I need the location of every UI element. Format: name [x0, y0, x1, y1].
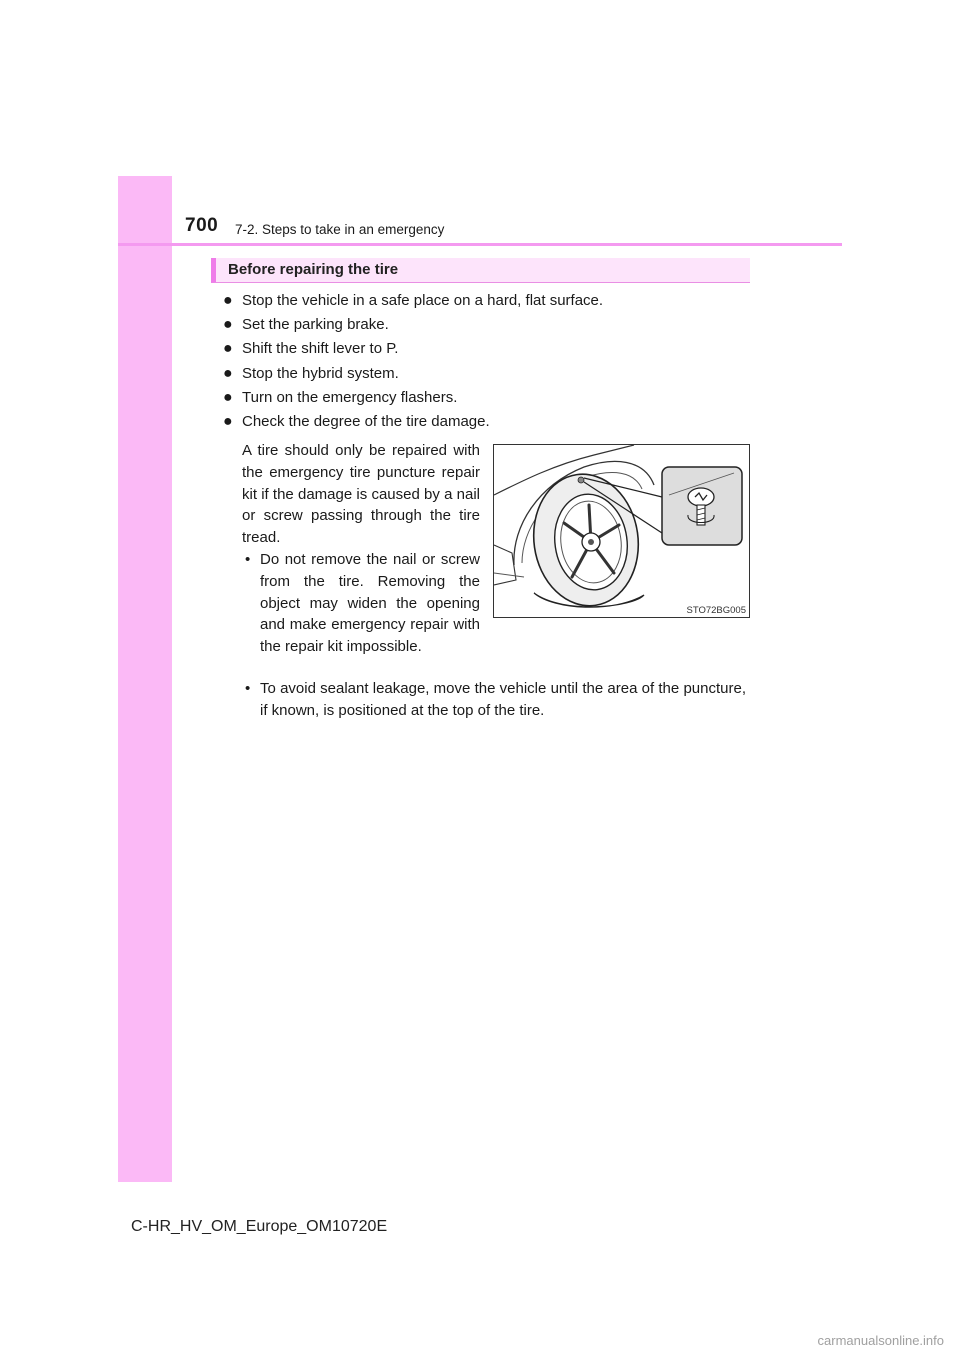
bullet-icon: ● [223, 388, 233, 406]
sub-list-item: • Do not remove the nail or screw from the tire. Removing the object may widen the opening and make emergency repair with the repair kit impossible. [245, 550, 480, 656]
document-id: C-HR_HV_OM_Europe_OM10720E [131, 1218, 388, 1235]
list-item: ● Stop the vehicle in a safe place on a hard, flat surface. [223, 292, 604, 309]
bullet-icon: ● [223, 412, 233, 430]
flat-tire-icon [494, 445, 749, 617]
figure-tire-illustration [493, 444, 750, 618]
subheading-bar [211, 258, 750, 283]
list-item: ● Set the parking brake. [223, 316, 389, 334]
list-item: ● Turn on the emergency flashers. [223, 388, 458, 406]
subheading-title: Before repairing the tire [228, 261, 399, 278]
bullet-icon: ● [223, 340, 233, 358]
page-number: 700 [185, 215, 219, 236]
watermark: carmanualsonline.info [817, 1333, 944, 1348]
list-item: ● Check the degree of the tire damage. [223, 412, 490, 430]
bullet-icon: ● [223, 316, 233, 334]
chapter-side-band [118, 176, 172, 1182]
section-title: 7-2. Steps to take in an emergency [235, 222, 445, 237]
figure-code: STO72BG005 [686, 605, 746, 616]
bullet-icon: ● [223, 292, 233, 309]
list-item: ● Shift the shift lever to P. [223, 340, 399, 358]
paragraph: A tire should only be repaired with the emergency tire puncture repair kit if the damage is caused by a nail or screw passing through the tire tread. [242, 442, 480, 547]
body-block [242, 440, 480, 658]
header-rule [118, 243, 842, 246]
sub-bullet-icon: • [245, 550, 251, 568]
sub-bullet-icon: • [245, 680, 251, 697]
list-item: ● Stop the hybrid system. [223, 364, 399, 382]
sub-list-item: • To avoid sealant leakage, move the vehicle until the area of the puncture, if known, is positioned at the top of the tire. [245, 680, 746, 719]
bullet-list [223, 291, 763, 436]
bullet-icon: ● [223, 364, 233, 382]
